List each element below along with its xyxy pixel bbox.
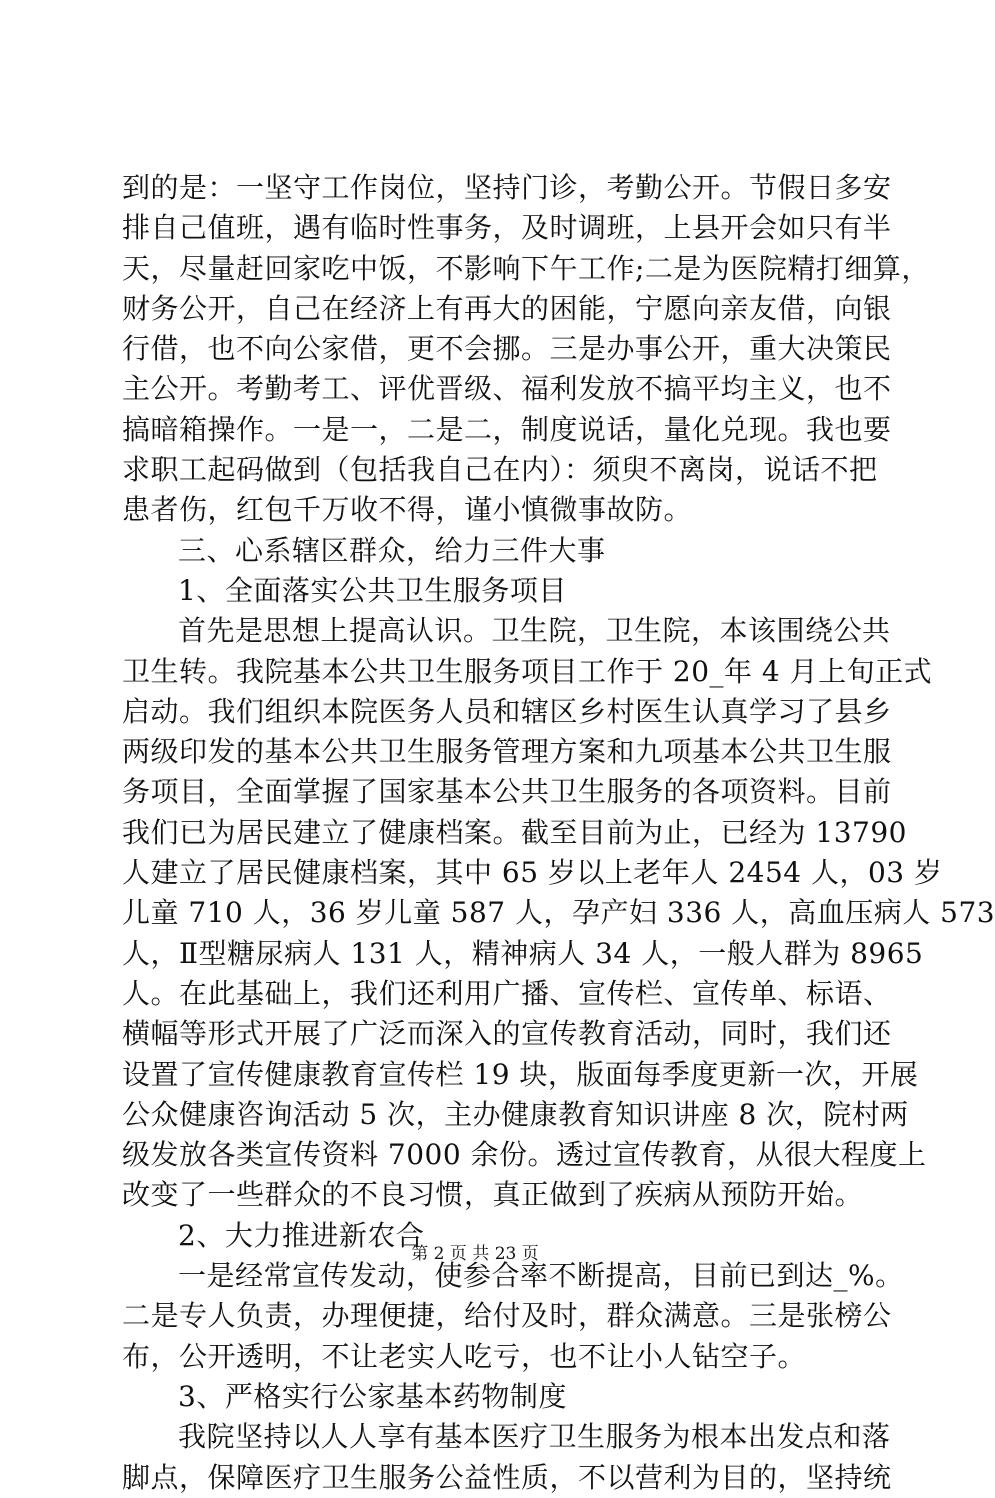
text-line: 三、心系辖区群众，给力三件大事 (178, 533, 606, 567)
text-line: 改变了一些群众的不良习惯，真正做到了疾病从预防开始。 (122, 1178, 864, 1212)
document-body (122, 168, 995, 1498)
text-line: 二是专人负责，办理便捷，给付及时，群众满意。三是张榜公 (122, 1299, 892, 1333)
text-line: 卫生转。我院基本公共卫生服务项目工作于 20_年 4 月上旬正式 (122, 654, 933, 688)
text-line: 主公开。考勤考工、评优晋级、福利发放不搞平均主义，也不 (122, 372, 892, 406)
text-line: 公众健康咨询活动 5 次，主办健康教育知识讲座 8 次，院村两 (122, 1097, 909, 1131)
text-line: 布，公开透明，不让老实人吃亏，也不让小人钻空子。 (122, 1339, 807, 1373)
text-line: 搞暗箱操作。一是一，二是二，制度说话，量化兑现。我也要 (122, 412, 892, 446)
text-line: 行借，也不向公家借，更不会挪。三是办事公开，重大决策民 (122, 332, 892, 366)
text-line: 人，Ⅱ型糖尿病人 131 人，精神病人 34 人，一般人群为 8965 (122, 936, 924, 970)
text-line: 启动。我们组织本院医务人员和辖区乡村医生认真学习了县乡 (122, 694, 892, 728)
text-line: 脚点，保障医疗卫生服务公益性质，不以营利为目的，坚持统 (122, 1460, 892, 1494)
text-line: 务项目，全面掌握了国家基本公共卫生服务的各项资料。目前 (122, 775, 892, 809)
text-line: 一是经常宣传发动，使参合率不断提高，目前已到达_%。 (178, 1259, 904, 1293)
text-line: 我院坚持以人人享有基本医疗卫生服务为根本出发点和落 (178, 1420, 891, 1454)
text-line: 级发放各类宣传资料 7000 余份。透过宣传教育，从很大程度上 (122, 1138, 927, 1172)
text-line: 人建立了居民健康档案，其中 65 岁以上老年人 2454 人，03 岁 (122, 856, 943, 890)
page-footer: 第 2 页 共 23 页 (411, 1244, 539, 1264)
text-line: 2、大力推进新农合 (178, 1218, 425, 1252)
text-line: 财务公开，自己在经济上有再大的困能，宁愿向亲友借，向银 (122, 291, 892, 325)
text-line: 求职工起码做到（包括我自己在内）：须臾不离岗，说话不把 (122, 453, 878, 487)
text-line: 1、全面落实公共卫生服务项目 (178, 573, 567, 607)
text-line: 儿童 710 人，36 岁儿童 587 人，孕产妇 336 人，高血压病人 573 (122, 896, 995, 930)
text-line: 首先是思想上提高认识。卫生院，卫生院，本该围绕公共 (178, 614, 891, 648)
text-line: 排自己值班，遇有临时性事务，及时调班，上县开会如只有半 (122, 211, 892, 245)
text-line: 3、严格实行公家基本药物制度 (178, 1379, 567, 1413)
text-line: 到的是：一坚守工作岗位，坚持门诊，考勤公开。节假日多安 (122, 171, 892, 204)
text-line: 患者伤，红包千万收不得，谨小慎微事故防。 (122, 493, 693, 527)
text-line: 两级印发的基本公共卫生服务管理方案和九项基本公共卫生服 (122, 735, 892, 769)
text-line: 我们已为居民建立了健康档案。截至目前为止，已经为 13790 (122, 815, 907, 849)
text-line: 天，尽量赶回家吃中饭，不影响下午工作;二是为医院精打细算， (122, 251, 930, 285)
text-line: 人。在此基础上，我们还利用广播、宣传栏、宣传单、标语、 (122, 976, 892, 1010)
text-line: 设置了宣传健康教育宣传栏 19 块，版面每季度更新一次，开展 (122, 1057, 919, 1091)
text-line: 横幅等形式开展了广泛而深入的宣传教育活动，同时，我们还 (122, 1017, 892, 1051)
